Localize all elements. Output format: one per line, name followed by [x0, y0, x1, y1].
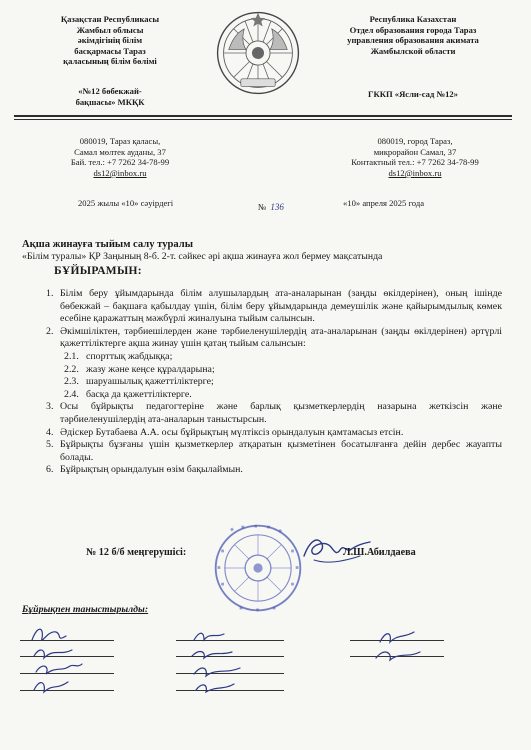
sub-item-text: спорттық жабдыққа;	[86, 350, 173, 362]
header-left-org-line: «№12 бөбекжай-	[78, 86, 142, 96]
header-left-authority	[10, 14, 210, 67]
header-separator-thick	[14, 115, 512, 117]
address-right-line: 080019, город Тараз,	[377, 136, 453, 146]
order-heading: БҰЙЫРАМЫН:	[54, 265, 142, 277]
sub-item-number: 2.4.	[64, 388, 79, 400]
sub-item-number: 2.2.	[64, 363, 79, 375]
header-right-authority	[306, 14, 520, 56]
sub-list-item	[46, 389, 502, 402]
address-right-line: микрорайон Самал, 37	[373, 146, 457, 157]
header-right-line: Жамбылской области	[370, 45, 456, 56]
order-title: Ақша жинауға тыйым салу туралы	[22, 239, 194, 250]
list-item-text: Әкімшіліктен, тәрбиешілерден және тәрбиеленушілердің ата-аналарынан (заңды өкілдерінен) әртүрлі қажеттіліктерге ақша жинау үшін қатаң тыйым салынсын:	[60, 325, 502, 350]
sub-item-text: шаруашылық қажеттіліктерге;	[86, 376, 214, 388]
list-item-number: 2.	[46, 325, 54, 337]
header-left-line: Қазақстан Республикасы	[60, 14, 160, 24]
registration-number-value: 136	[270, 202, 284, 212]
address-left	[30, 136, 210, 178]
address-right-line: Контактный тел.: +7 7262 34-78-99	[351, 157, 479, 168]
order-items	[46, 288, 502, 477]
list-item	[46, 401, 502, 426]
registration-number	[258, 197, 284, 215]
email-link-left[interactable]: ds12@inbox.ru	[93, 167, 147, 178]
list-item-number: 6.	[46, 464, 54, 476]
list-item-text: Бұйрықты бұзғаны үшін қызметкерлер атқаратын қызметінен босатылғанға дейін дербес жауапты болады.	[60, 439, 502, 463]
list-item-number: 5.	[46, 439, 54, 451]
list-item	[46, 288, 502, 326]
header-separator-thin	[14, 119, 512, 120]
list-item	[46, 439, 502, 464]
sub-item-text: жазу және кеңсе құралдарына;	[86, 363, 215, 375]
date-kz: 2025 жылы «10» сәуірдегі	[78, 198, 174, 208]
header-left-org-line: бақшасы» МКҚК	[75, 96, 145, 107]
sub-list-item	[46, 351, 502, 364]
list-item	[46, 427, 502, 440]
order-preamble: «Білім туралы» ҚР Заңының 8-б. 2-т. сәйкес әрі ақша жинауға жол бермеу мақсатында	[22, 251, 383, 262]
list-item-text: Бұйрықтың орындалуын өзім бақылаймын.	[60, 464, 243, 476]
registration-number-label: №	[258, 202, 267, 212]
signature-name: Л.Ш.Абилдаева	[343, 547, 416, 558]
handwritten-signatures-right-icon	[370, 624, 440, 668]
list-item-number: 4.	[46, 426, 54, 438]
sub-item-text: басқа да қажеттіліктерге.	[86, 388, 192, 400]
state-emblem-icon	[215, 10, 301, 96]
header-left-line: әкімдігінің білім	[77, 35, 143, 46]
header-left-line: басқармасы Тараз	[74, 45, 146, 56]
date-ru: «10» апреля 2025 года	[343, 198, 425, 208]
header-right-line: управления образования акимата	[347, 35, 479, 46]
handwritten-signatures-middle-icon	[186, 624, 266, 700]
address-left-line: Самал мөлтек ауданы, 37	[74, 146, 166, 157]
header-left-org	[10, 86, 210, 107]
list-item-number: 1.	[46, 288, 54, 299]
sub-list-item	[46, 364, 502, 377]
header-left-line: қаласының білім бөлімі	[63, 56, 157, 67]
list-item	[46, 464, 502, 477]
list-item-number: 3.	[46, 401, 54, 413]
header-right-line: Отдел образования города Тараз	[349, 24, 477, 35]
list-item-text: Әдіскер Бутабаева А.А. осы бұйрықтың мүлтіксіз орындалуын қамтамасыз етсін.	[60, 426, 404, 438]
signature-role: № 12 б/б меңгерушісі:	[86, 547, 187, 558]
sub-list-item	[46, 376, 502, 389]
header-left-line: Жамбыл облысы	[76, 24, 144, 35]
header-right-org: ГККП «Ясли-сад №12»	[368, 89, 458, 99]
header-right-line: Республика Казахстан	[369, 14, 457, 24]
sub-item-number: 2.1.	[64, 350, 79, 362]
list-item	[46, 326, 502, 351]
handwritten-signatures-left-icon	[26, 620, 96, 700]
acknowledgement-label: Бұйрықпен таныстырылды:	[22, 604, 149, 615]
address-left-line: Бай. тел.: +7 7262 34-78-99	[70, 157, 170, 168]
list-item-text: Осы бұйрықты педагогтеріне және барлық қызметкерлердің назарына жеткізсін және тәрбиеленушілердің ата-аналарын таныстырсын.	[60, 401, 502, 425]
sub-item-number: 2.3.	[64, 376, 79, 388]
address-left-line: 080019, Тараз қаласы,	[79, 136, 161, 146]
email-link-right[interactable]: ds12@inbox.ru	[388, 167, 442, 178]
address-right	[320, 136, 510, 178]
official-stamp-icon	[212, 522, 304, 614]
list-item-text: Білім беру ұйымдарында білім алушылардың ата-аналарынан (заңды өкілдерінен), оның ішінде бөбекжай – бақшаға қабылдау үшін, білім беру ұйымдарында демеушілік және қайырымдылық көмек есебіне қаражаттың мәжбүрлі жиналуына тыйым салынсын.	[60, 288, 502, 325]
